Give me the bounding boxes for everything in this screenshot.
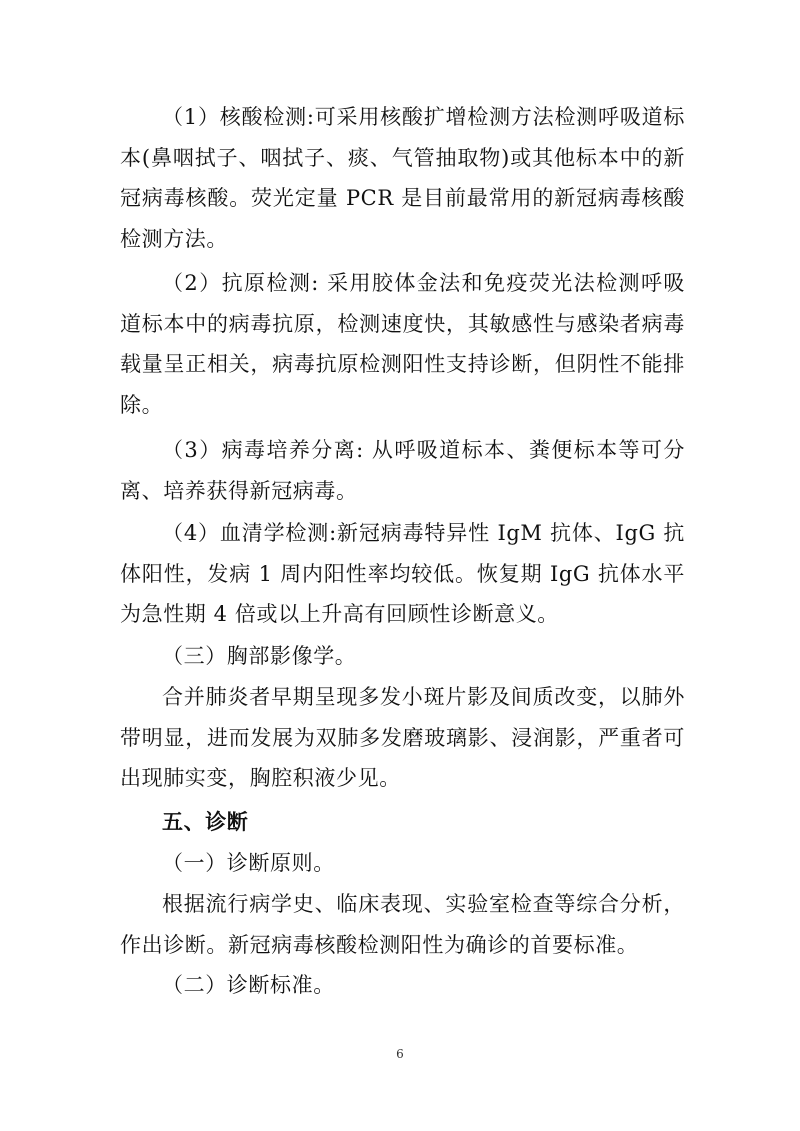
subheading-diagnosis-principle: （一）诊断原则。 xyxy=(162,851,335,875)
subheading-diagnosis-criteria: （二）诊断标准。 xyxy=(162,973,335,997)
paragraph-antigen-test: （2）抗原检测: 采用胶体金法和免疫荧光法检测呼吸道标本中的病毒抗原，检测速度快，其敏感性与感染者病毒载量呈正相关，病毒抗原检测阳性支持诊断，但阴性不能排除。 xyxy=(120,271,685,417)
page-number: 6 xyxy=(396,1047,404,1061)
paragraph-nucleic-acid-test: （1）核酸检测:可采用核酸扩增检测方法检测呼吸道标本(鼻咽拭子、咽拭子、痰、气管抽取物)或其他标本中的新冠病毒核酸。荧光定量 PCR 是目前最常用的新冠病毒核酸检测方法。 xyxy=(120,105,685,251)
subheading-chest-imaging: （三）胸部影像学。 xyxy=(162,644,357,668)
paragraph-virus-culture: （3）病毒培养分离: 从呼吸道标本、粪便标本等可分离、培养获得新冠病毒。 xyxy=(120,438,685,503)
paragraph-serology-test: （4）血清学检测:新冠病毒特异性 IgM 抗体、IgG 抗体阳性，发病 1 周内阳性率均较低。恢复期 IgG 抗体水平为急性期 4 倍或以上升高有回顾性诊断意义。 xyxy=(120,521,685,626)
section-heading-diagnosis: 五、诊断 xyxy=(162,810,249,834)
paragraph-diagnosis-principle: 根据流行病学史、临床表现、实验室检查等综合分析，作出诊断。新冠病毒核酸检测阳性为确诊的首要标准。 xyxy=(120,892,685,957)
paragraph-chest-imaging: 合并肺炎者早期呈现多发小斑片影及间质改变，以肺外带明显，进而发展为双肺多发磨玻璃影、浸润影，严重者可出现肺实变，胸腔积液少见。 xyxy=(120,685,685,790)
